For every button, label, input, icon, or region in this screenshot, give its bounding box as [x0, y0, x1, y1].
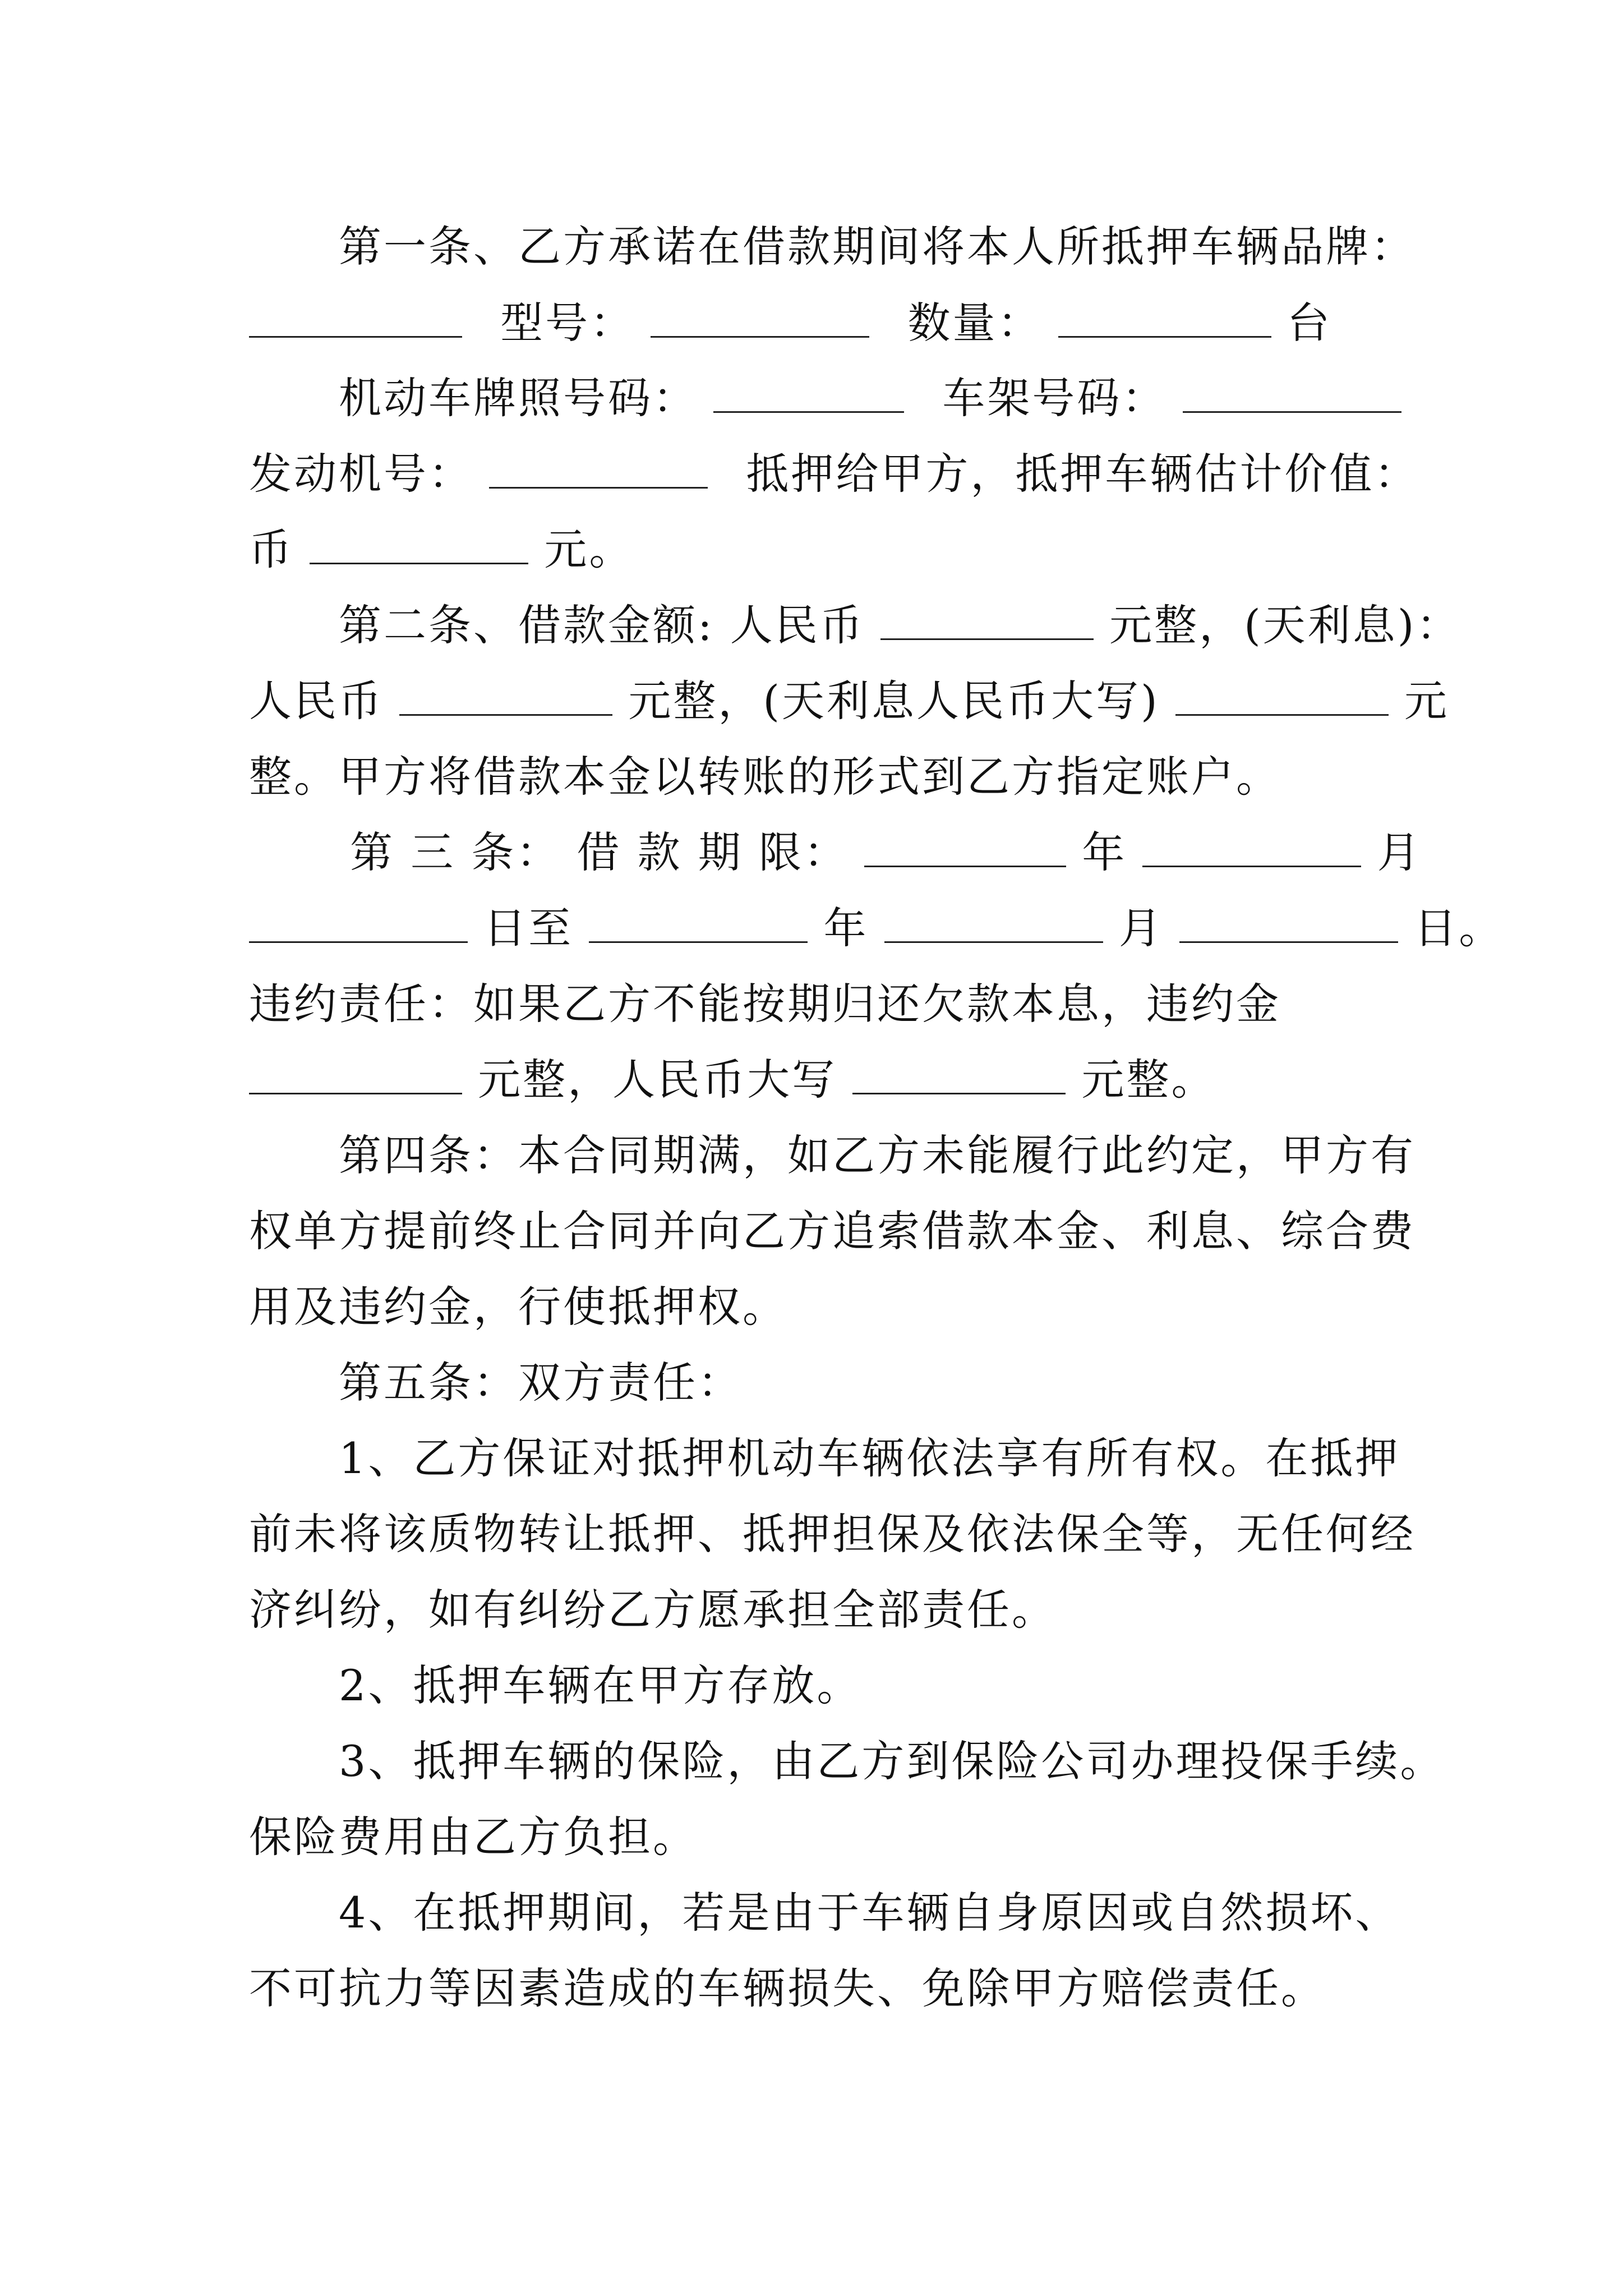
month-label-1: 月	[1377, 827, 1422, 877]
start-year-blank[interactable]	[864, 832, 1066, 867]
article-4-line-2: 权单方提前终止合同并向乙方追索借款本金、利息、综合费	[249, 1206, 1415, 1256]
article-1-text: 第一条、乙方承诺在借款期间将本人所抵押车辆品牌：	[339, 222, 1415, 272]
yuan-label: 元。	[544, 524, 634, 574]
day-end-label: 日。	[1414, 903, 1504, 953]
article-2-line-1	[339, 597, 1461, 654]
clause-4-line-2: 不可抗力等因素造成的车辆损失、免除甲方赔偿责任。	[249, 1963, 1326, 2013]
loan-amount-label: 第二条、借款金额: 人民币	[339, 600, 865, 650]
article-2-line-2	[249, 673, 1449, 729]
brand-blank[interactable]	[249, 302, 462, 338]
frame-blank[interactable]	[1183, 378, 1401, 413]
currency-label: 币	[249, 524, 294, 574]
clause-4-line-1: 4、在抵押期间，若是由于车辆自身原因或自然损坏、	[339, 1888, 1400, 1938]
article-3-line-1	[350, 825, 1422, 881]
penalty-capital-blank[interactable]	[852, 1059, 1066, 1094]
end-year-blank[interactable]	[589, 908, 808, 943]
interest-yuan: 元	[1404, 676, 1449, 726]
loan-term-label: 第 三 条： 借 款 期 限：	[350, 827, 849, 877]
article-4-line-3: 用及违约金，行使抵押权。	[249, 1282, 787, 1332]
article-1-line-3	[339, 370, 1401, 426]
day-to-label: 日至	[483, 903, 574, 953]
penalty-capital-label: 元整，人民币大写	[478, 1055, 837, 1105]
loan-amount-suffix: 元整，(天利息)：	[1109, 600, 1461, 650]
article-2-line-3	[249, 749, 1281, 805]
model-blank[interactable]	[651, 302, 869, 338]
interest-blank[interactable]	[399, 680, 612, 716]
clause-1-line-1: 1、乙方保证对抵押机动车辆依法享有所有权。在抵押	[339, 1433, 1400, 1483]
month-label-2: 月	[1118, 903, 1164, 953]
frame-label: 车架号码：	[942, 373, 1167, 423]
article-3-line-3	[249, 976, 1281, 1032]
clause-3-line-1: 3、抵押车辆的保险，由乙方到保险公司办理投保手续。	[339, 1736, 1445, 1786]
penalty-suffix: 元整。	[1081, 1055, 1216, 1105]
article-5-title: 第五条：双方责任：	[339, 1358, 743, 1407]
quantity-blank[interactable]	[1058, 302, 1271, 338]
article-3-line-2	[249, 900, 1504, 956]
breach-text: 违约责任：如果乙方不能按期归还欠款本息，违约金	[249, 979, 1281, 1029]
model-label: 型号：	[500, 298, 635, 348]
article-1-line-5	[249, 522, 634, 578]
start-month-blank[interactable]	[1142, 832, 1361, 867]
interest-capital-blank[interactable]	[1175, 680, 1389, 716]
interest-label: 人民币	[249, 676, 384, 726]
interest-capital-label: 元整，(天利息人民币大写)	[628, 676, 1160, 726]
quantity-label: 数量：	[907, 298, 1043, 348]
end-day-blank[interactable]	[1179, 908, 1398, 943]
penalty-blank[interactable]	[249, 1059, 462, 1094]
article-1-line-1	[339, 219, 1415, 275]
clause-2-line-1: 2、抵押车辆在甲方存放。	[339, 1660, 862, 1710]
clause-1-line-2: 前未将该质物转让抵押、抵押担保及依法保全等，无任何经	[249, 1509, 1415, 1559]
end-month-blank[interactable]	[884, 908, 1103, 943]
clause-1-line-3: 济纠纷，如有纠纷乙方愿承担全部责任。	[249, 1585, 1057, 1635]
article-3-line-4	[249, 1052, 1216, 1108]
clause-3-line-2: 保险费用由乙方负担。	[249, 1812, 698, 1862]
engine-label: 发动机号：	[249, 449, 473, 499]
year-label-1: 年	[1082, 827, 1127, 877]
loan-amount-blank[interactable]	[880, 605, 1094, 640]
quantity-unit: 台	[1287, 298, 1332, 348]
article-1-line-4	[249, 446, 1419, 502]
plate-label: 机动车牌照号码：	[339, 373, 698, 423]
plate-blank[interactable]	[713, 378, 904, 413]
value-blank[interactable]	[310, 529, 528, 564]
article-1-line-2	[249, 295, 1332, 351]
transfer-text: 整。甲方将借款本金以转账的形式到乙方指定账户。	[249, 752, 1281, 802]
pledge-text: 抵押给甲方，抵押车辆估计价值：	[746, 449, 1419, 499]
year-label-2: 年	[823, 903, 869, 953]
start-day-blank[interactable]	[249, 908, 468, 943]
engine-blank[interactable]	[489, 453, 708, 489]
article-4-line-1: 第四条：本合同期满，如乙方未能履行此约定，甲方有	[339, 1130, 1415, 1180]
